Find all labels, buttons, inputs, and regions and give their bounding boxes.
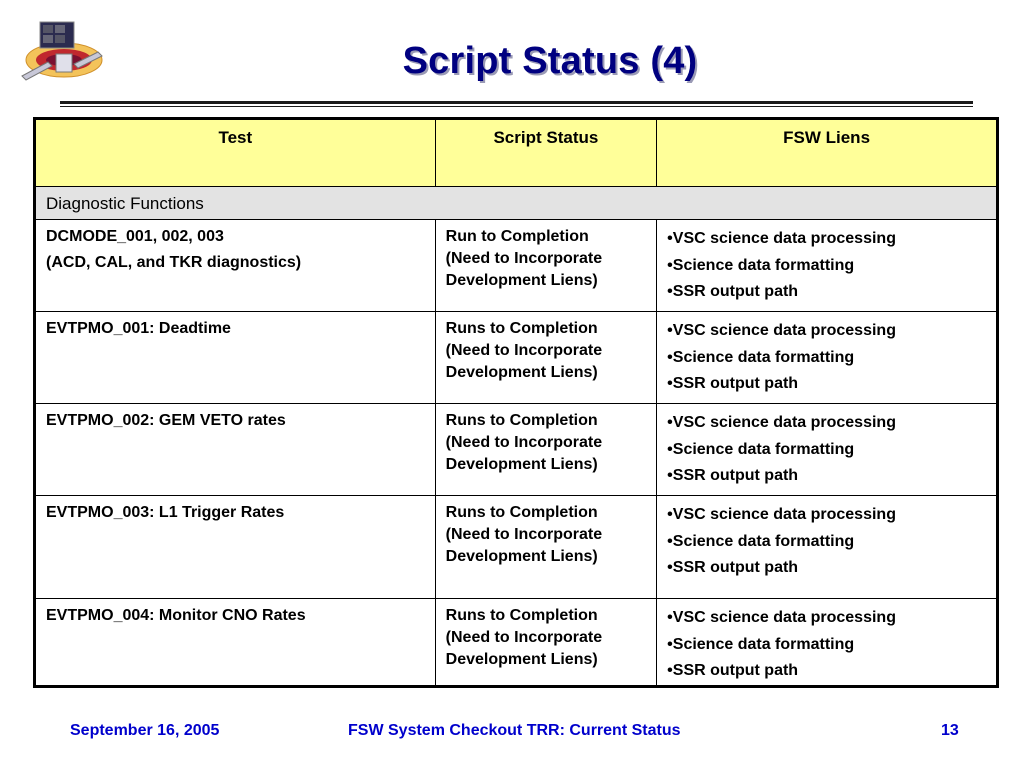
status-line: (Need to Incorporate: [445, 629, 603, 646]
lien-item: • VSC science data processing: [667, 318, 986, 345]
lien-item: • Science data formatting: [667, 529, 986, 556]
status-cell: [435, 496, 657, 599]
test-name: EVTPMO_003: L1 Trigger Rates: [46, 504, 285, 521]
lien-item: • SSR output path: [667, 371, 986, 398]
status-cell: [435, 220, 657, 312]
test-detail: (ACD, CAL, and TKR diagnostics): [46, 254, 302, 271]
lien-item: • SSR output path: [667, 555, 986, 582]
test-cell: [35, 496, 436, 599]
table-row: [35, 599, 998, 687]
liens-cell: [657, 496, 998, 599]
table-row: [35, 496, 998, 599]
table-row: [35, 312, 998, 404]
test-name: EVTPMO_004: Monitor CNO Rates: [46, 607, 306, 624]
status-cell: [435, 312, 657, 404]
liens-cell: [657, 312, 998, 404]
lien-item: • Science data formatting: [667, 632, 986, 659]
status-line: Development Liens): [445, 456, 598, 473]
header-test: Test: [35, 119, 436, 187]
status-line: Runs to Completion: [445, 504, 598, 521]
header-script-status: Script Status: [435, 119, 657, 187]
footer-title: FSW System Checkout TRR: Current Status: [348, 722, 681, 739]
status-line: (Need to Incorporate: [445, 434, 603, 451]
header-row: [35, 119, 998, 187]
page-number: 13: [941, 722, 959, 739]
status-line: (Need to Incorporate: [445, 342, 603, 359]
test-name: EVTPMO_002: GEM VETO rates: [46, 412, 286, 429]
test-cell: [35, 599, 436, 687]
status-line: Runs to Completion: [445, 607, 598, 624]
lien-item: • VSC science data processing: [667, 605, 986, 632]
status-line: Development Liens): [445, 272, 598, 289]
lien-item: • Science data formatting: [667, 253, 986, 280]
title-divider-thin: [60, 106, 973, 107]
liens-cell: [657, 599, 998, 687]
table-row: [35, 404, 998, 496]
lien-item: • Science data formatting: [667, 437, 986, 464]
header-fsw-liens: FSW Liens: [657, 119, 998, 187]
liens-cell: [657, 404, 998, 496]
status-cell: [435, 599, 657, 687]
test-name: DCMODE_001, 002, 003: [46, 228, 224, 245]
lien-item: • VSC science data processing: [667, 410, 986, 437]
lien-item: • SSR output path: [667, 658, 986, 685]
title-divider-thick: [60, 101, 973, 104]
status-cell: [435, 404, 657, 496]
footer-date: September 16, 2005: [70, 722, 220, 739]
lien-item: • Science data formatting: [667, 345, 986, 372]
script-status-table: [33, 117, 999, 688]
section-label: Diagnostic Functions: [35, 187, 998, 220]
status-line: Development Liens): [445, 548, 598, 565]
section-row: [35, 187, 998, 220]
test-cell: [35, 404, 436, 496]
table-row: [35, 220, 998, 312]
lien-item: • SSR output path: [667, 279, 986, 306]
lien-item: • VSC science data processing: [667, 226, 986, 253]
lien-item: • SSR output path: [667, 463, 986, 490]
status-line: Development Liens): [445, 364, 598, 381]
lien-item: • VSC science data processing: [667, 502, 986, 529]
status-line: Run to Completion: [445, 228, 589, 245]
status-line: (Need to Incorporate: [445, 250, 603, 267]
test-cell: [35, 312, 436, 404]
test-cell: [35, 220, 436, 312]
status-line: Runs to Completion: [445, 412, 598, 429]
status-line: Runs to Completion: [445, 320, 598, 337]
liens-cell: [657, 220, 998, 312]
test-name: EVTPMO_001: Deadtime: [46, 320, 231, 337]
status-line: (Need to Incorporate: [445, 526, 603, 543]
slide-title: Script Status (4): [402, 40, 698, 82]
status-line: Development Liens): [445, 651, 598, 668]
